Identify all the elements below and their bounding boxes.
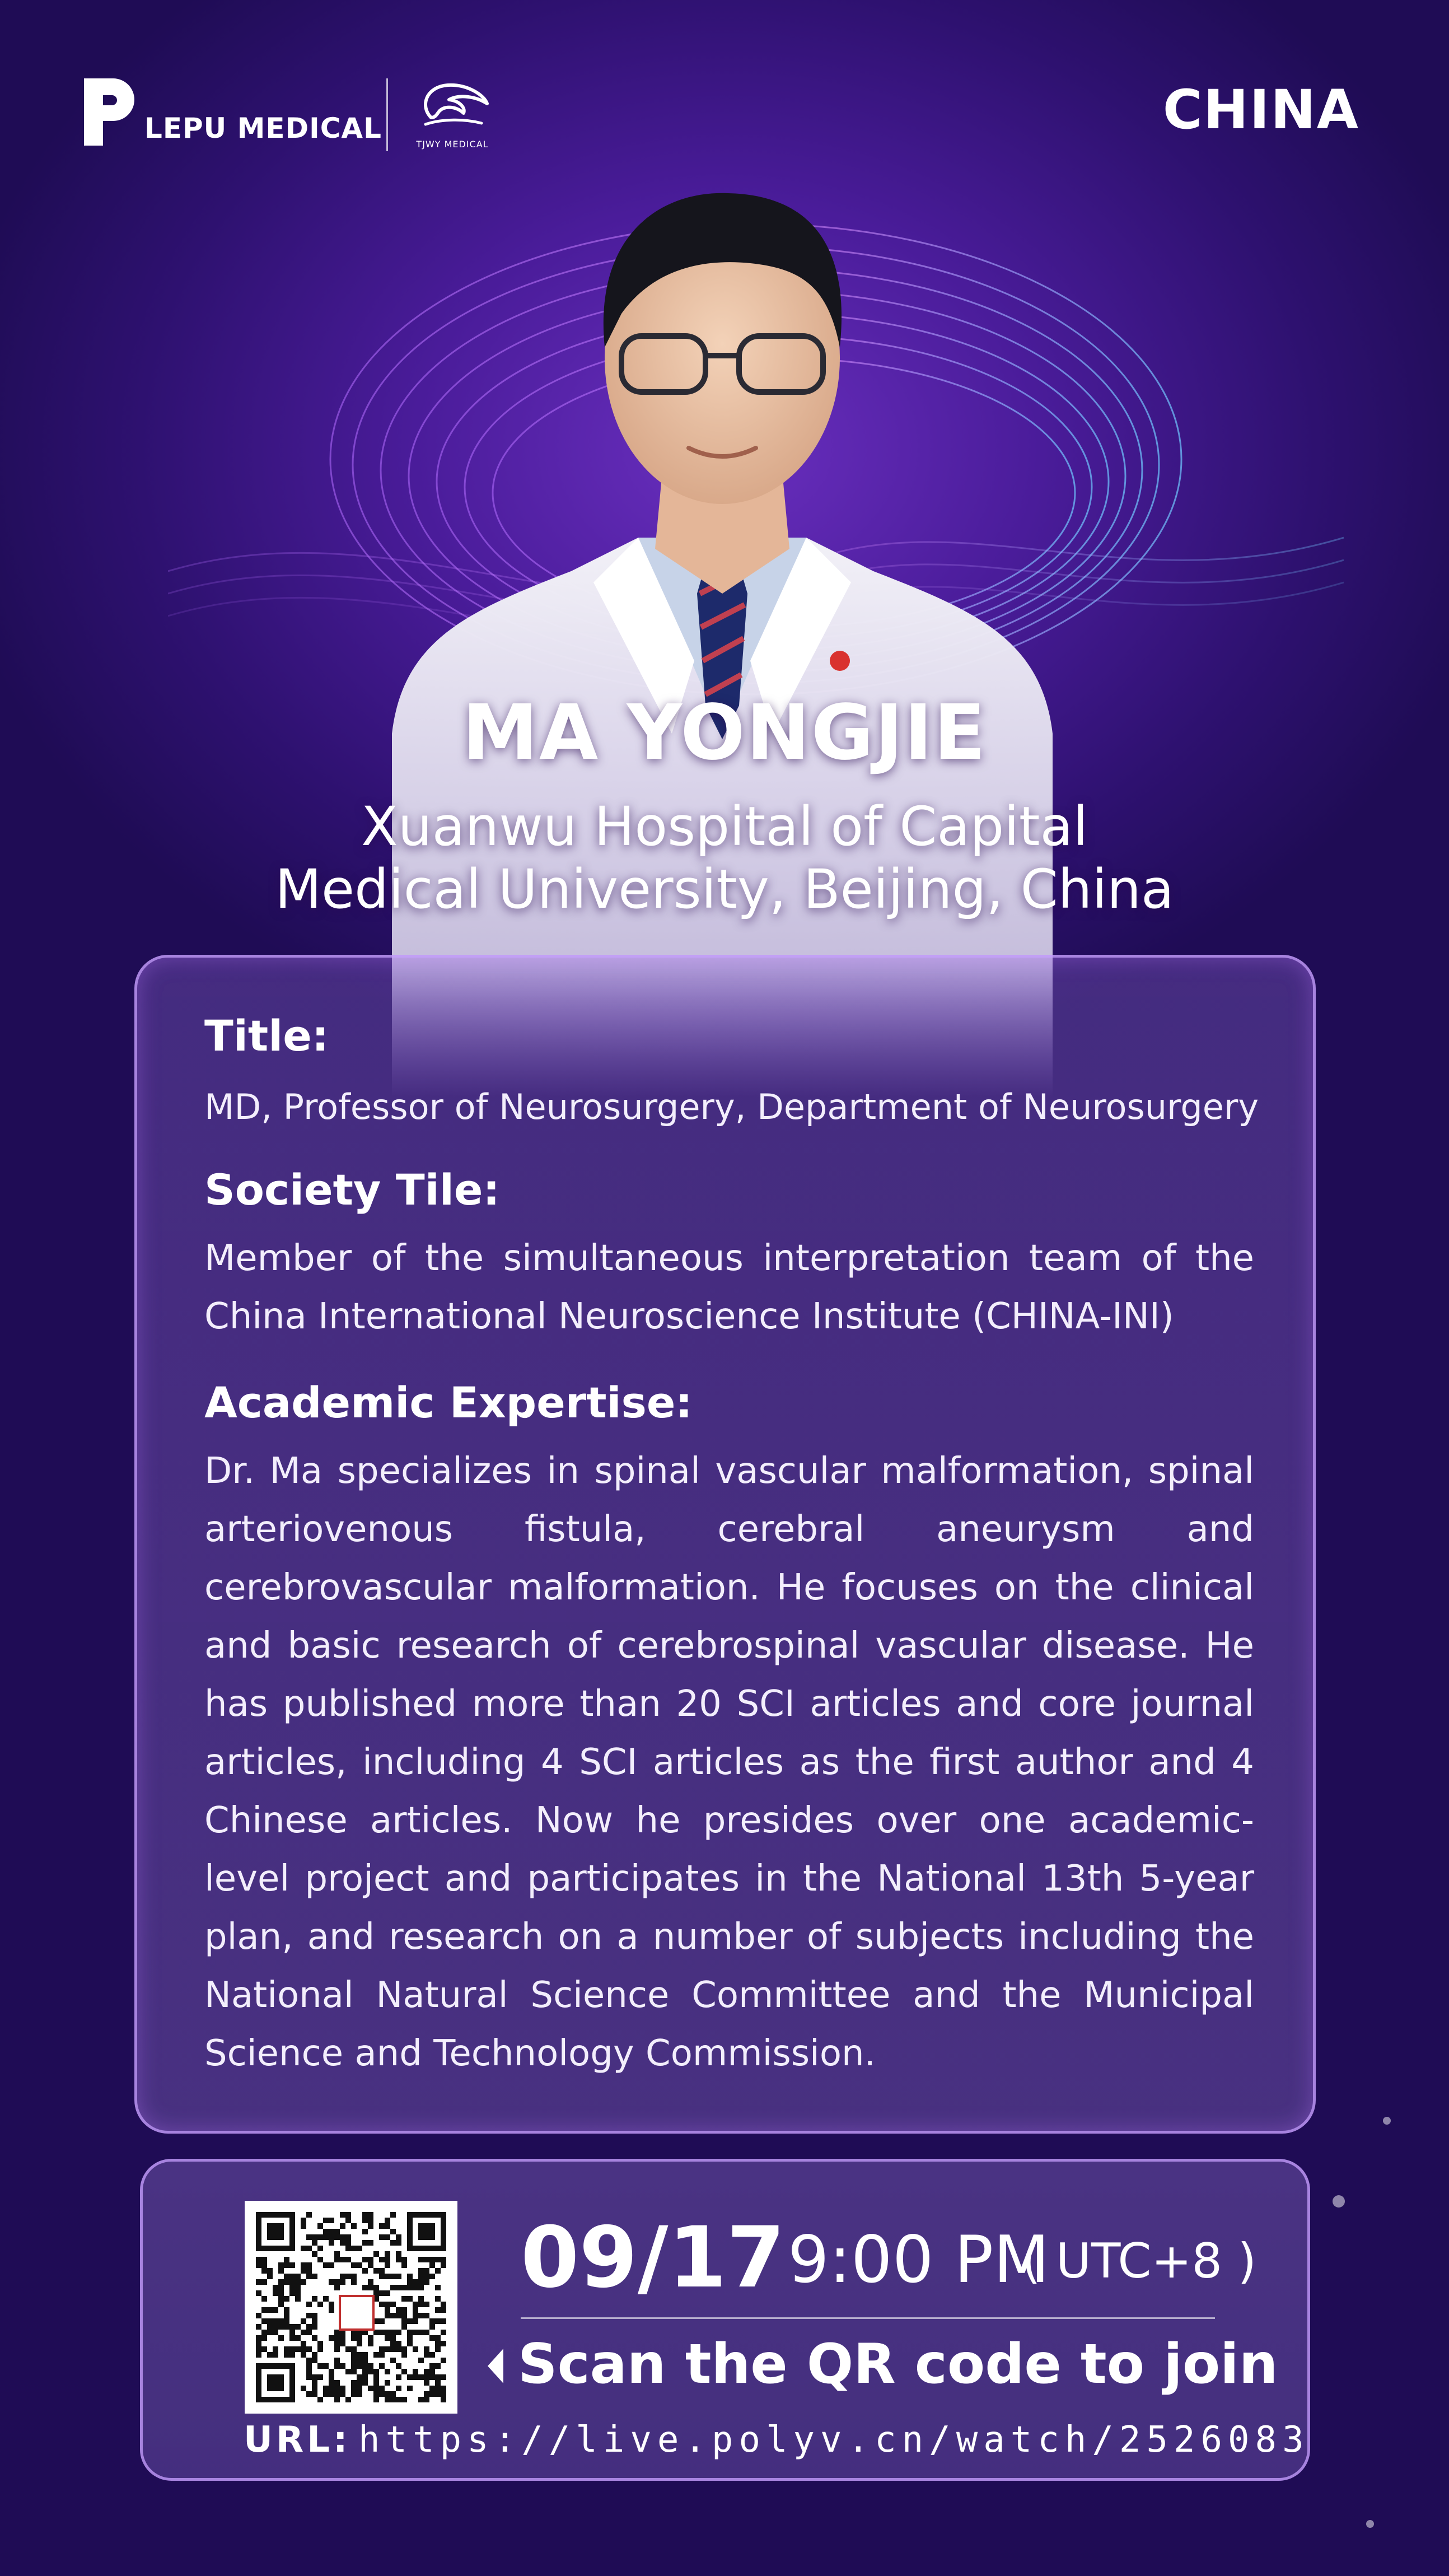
region-label: CHINA: [1162, 78, 1359, 141]
event-timezone: ( UTC+8 ): [1022, 2233, 1257, 2289]
scan-instruction: Scan the QR code to join: [518, 2332, 1278, 2396]
qr-code-icon[interactable]: [245, 2201, 457, 2414]
title-heading: Title:: [204, 1011, 329, 1061]
society-text: Member of the simultaneous interpretation team of the China International Neuroscience Institute (CHINA-INI): [204, 1238, 1254, 1337]
url-label: URL:: [244, 2419, 351, 2461]
swan-logo-icon: [414, 78, 493, 132]
url-link[interactable]: https://live.polyv.cn/watch/2526083: [358, 2419, 1310, 2461]
brand-divider: [386, 78, 388, 151]
speaker-affiliation: [0, 795, 1449, 921]
event-date: 09/17: [521, 2209, 786, 2307]
title-text: MD, Professor of Neurosurgery, Department of Neurosurgery: [204, 1086, 1259, 1127]
event-panel: [140, 2159, 1310, 2481]
affiliation-line-2: Medical University, Beijing, China: [275, 858, 1174, 921]
caret-left-icon: [484, 2346, 507, 2386]
speaker-name: MA YONGJIE: [462, 689, 987, 777]
society-heading: Society Tile:: [204, 1165, 500, 1215]
event-divider: [521, 2317, 1215, 2319]
lepu-logo-icon: [78, 73, 140, 151]
brand-name: LEPU MEDICAL: [144, 112, 382, 144]
expertise-text: Dr. Ma specializes in spinal vascular malformation, spinal arteriovenous fistula, cerebral aneurysm and cerebrovascular malformation. He focuses on the clinical and basic research of cerebrospinal vascular disease. He has published more than 20 SCI articles and core journal articles, including 4 SCI articles as the first author and 4 Chinese articles. Now he presides over one academic-level project and participates in the National 13th 5-year plan, and research on a number of subjects including the National Natural Science Committee and the Municipal Science and Technology Commission.: [204, 1450, 1254, 2074]
sparkle-dot: [1383, 2117, 1391, 2125]
sparkle-dot: [1333, 2195, 1345, 2208]
sparkle-dot: [1366, 2520, 1374, 2528]
bio-panel: [134, 955, 1316, 2134]
affiliation-line-1: Xuanwu Hospital of Capital: [361, 795, 1088, 858]
partner-logo-text: TJWY MEDICAL: [416, 139, 489, 150]
expertise-heading: Academic Expertise:: [204, 1378, 693, 1427]
event-time: 9:00 PM: [788, 2222, 1050, 2298]
